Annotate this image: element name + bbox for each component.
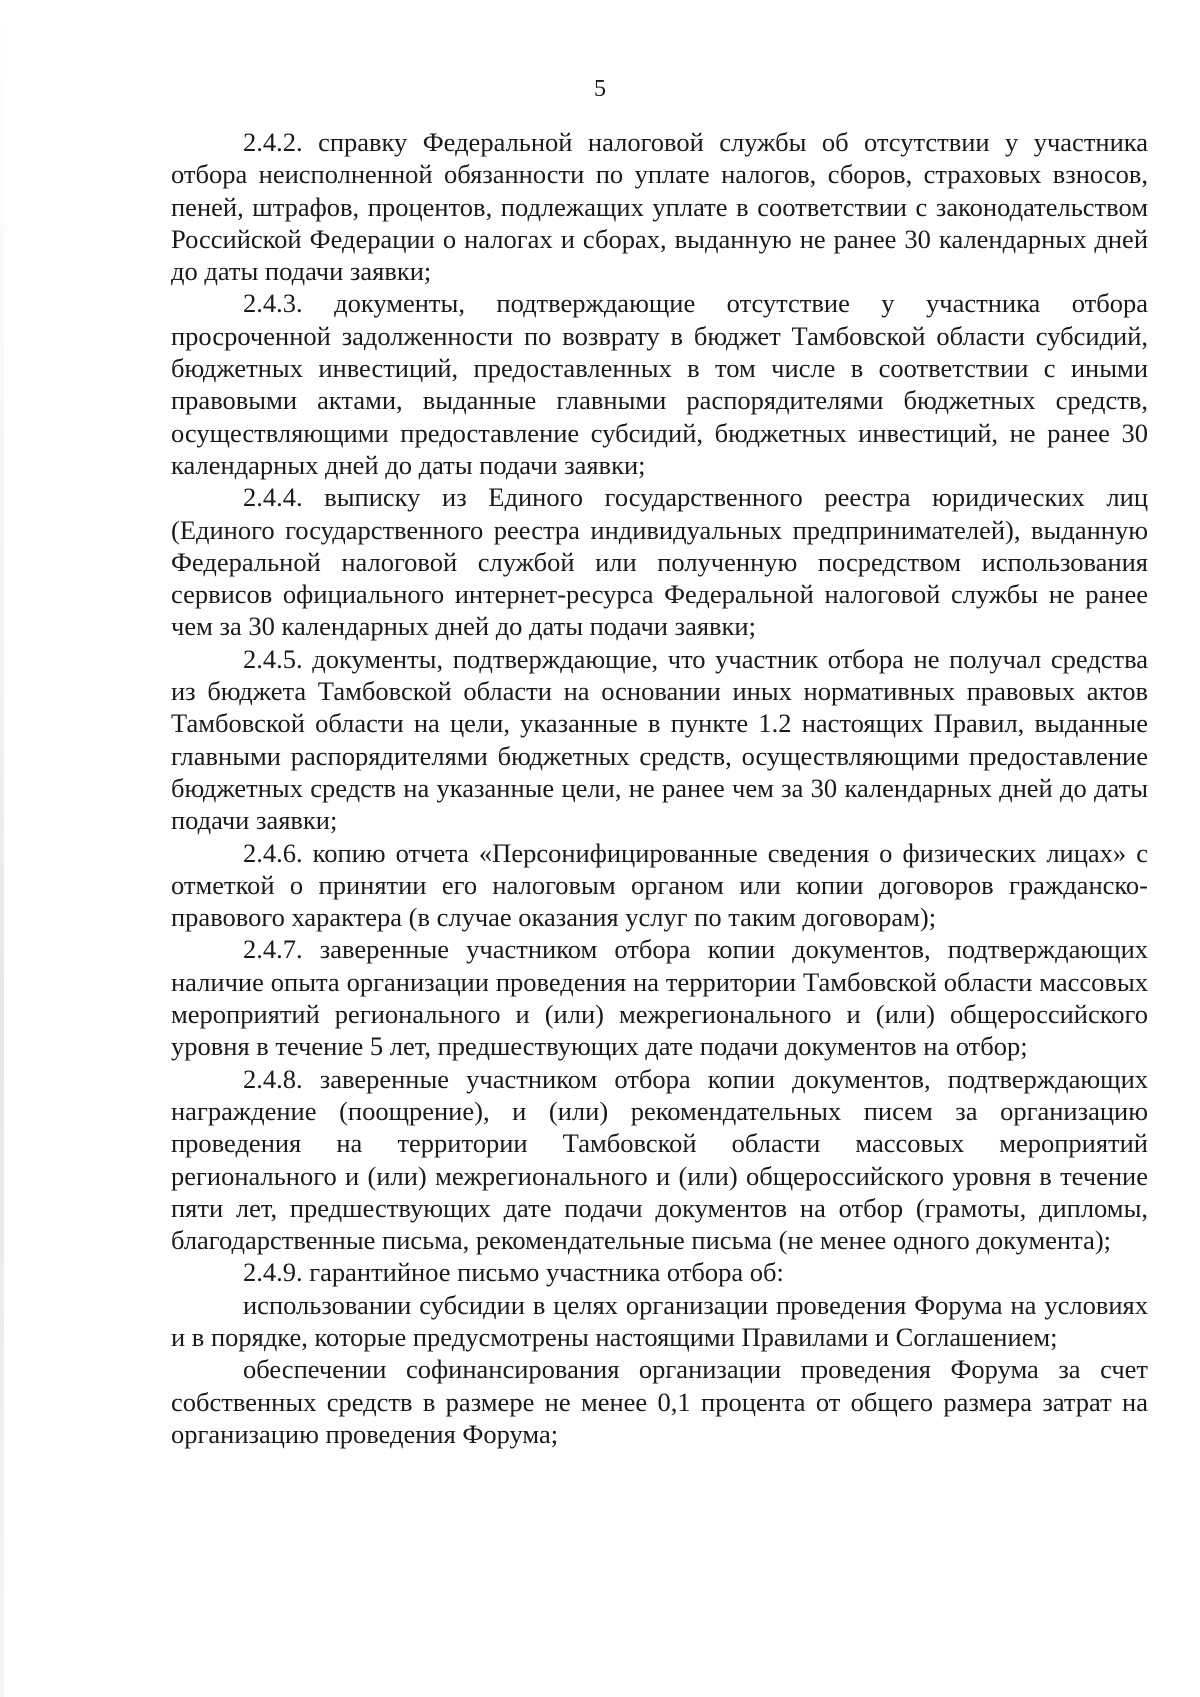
paragraph-2-4-3: 2.4.3. документы, подтверждающие отсутствие у участника отбора просроченной задолженности по возврату в бюджет Тамбовской области субсидий, бюджетных инвестиций, предоставленных в том числе в соответствии с иными правовыми актами, выданные главными распорядителями бюджетных средств, осуществляющими предоставление субсидий, бюджетных инвестиций, не ранее 30 календарных дней до даты подачи заявки; [171,288,1148,480]
paragraph-2-4-9-cofinancing: обеспечении софинансирования организации проведения Форума за счет собственных средств в размере не менее 0,1 процента от общего размера затрат на организацию проведения Форума; [171,1354,1148,1449]
document-body [171,126,1148,1450]
scan-edge [0,0,4,1697]
paragraph-2-4-4: 2.4.4. выписку из Единого государственного реестра юридических лиц (Единого государственного реестра индивидуальных предпринимателей), выданную Федеральной налоговой службой или полученную посредством использования сервисов официального интернет-ресурса Федеральной налоговой службы не ранее чем за 30 календарных дней до даты подачи заявки; [171,482,1148,642]
paragraph-2-4-2: 2.4.2. справку Федеральной налоговой службы об отсутствии у участника отбора неисполненной обязанности по уплате налогов, сборов, страховых взносов, пеней, штрафов, процентов, подлежащих уплате в соответствии с законодательством Российской Федерации о налогах и сборах, выданную не ранее 30 календарных дней до даты подачи заявки; [171,127,1148,287]
paragraph-2-4-9: 2.4.9. гарантийное письмо участника отбора об: [243,1257,784,1288]
paragraph-2-4-6: 2.4.6. копию отчета «Персонифицированные сведения о физических лицах» с отметкой о принятии его налоговым органом или копии договоров гражданско-правового характера (в случае оказания услуг по таким договорам); [171,837,1148,933]
paragraph-2-4-8: 2.4.8. заверенные участником отбора копии документов, подтверждающих награждение (поощрение), и (или) рекомендательных писем за организацию проведения на территории Тамбовской области массовых мероприятий регионального и (или) межрегионального и (или) общероссийского уровня в течение пяти лет, предшествующих дате подачи документов на отбор (грамоты, дипломы, благодарственные письма, рекомендательные письма (не менее одного документа); [171,1063,1148,1256]
paragraph-2-4-5: 2.4.5. документы, подтверждающие, что участник отбора не получал средства из бюджета Тамбовской области на основании иных нормативных правовых актов Тамбовской области на цели, указанные в пункте 1.2 настоящих Правил, выданные главными распорядителями бюджетных средств, осуществляющими предоставление бюджетных средств на указанные цели, не ранее чем за 30 календарных дней до даты подачи заявки; [171,643,1148,836]
page-number: 5 [594,76,606,102]
paragraph-2-4-7: 2.4.7. заверенные участником отбора копии документов, подтверждающих наличие опыта организации проведения на территории Тамбовской области массовых мероприятий регионального и (или) межрегионального и (или) общероссийского уровня в течение 5 лет, предшествующих дате подачи документов на отбор; [171,934,1148,1062]
paragraph-2-4-9-subsidy-use: использовании субсидии в целях организации проведения Форума на условиях и в порядке, которые предусмотрены настоящими Правилами и Соглашением; [171,1289,1148,1352]
